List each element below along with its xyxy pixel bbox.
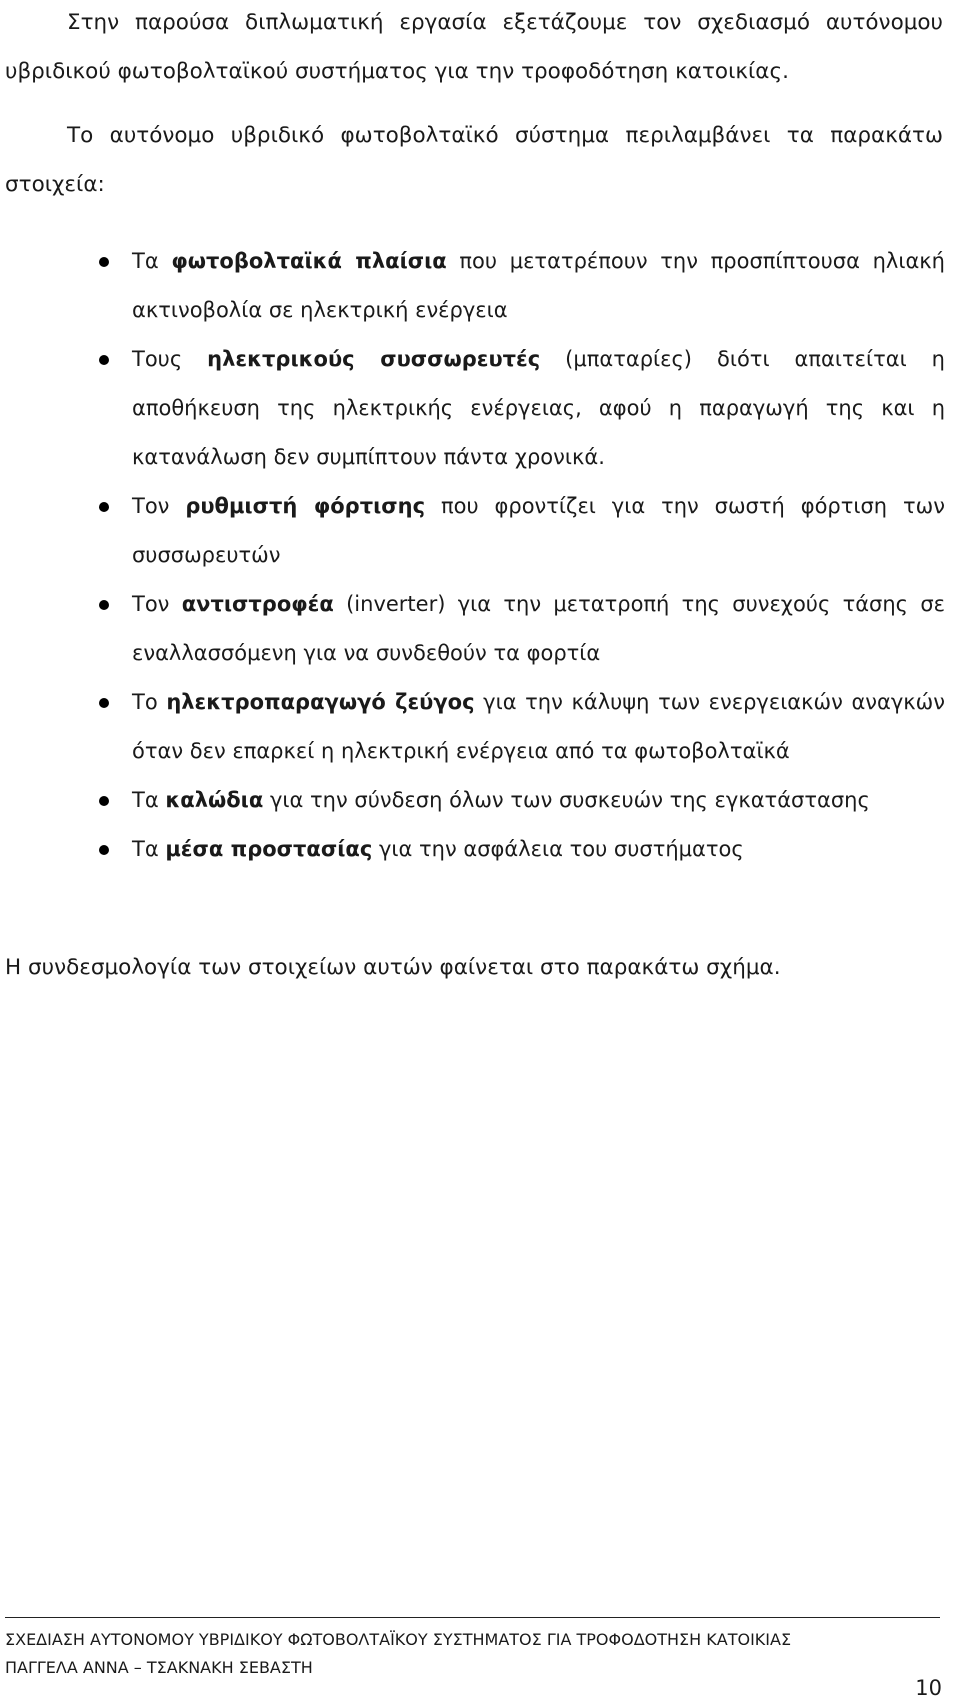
list-item-term: ηλεκτρικούς συσσωρευτές xyxy=(207,347,541,371)
intro-paragraph-1-text: Στην παρούσα διπλωματική εργασία εξετάζουμε τον σχεδιασμό αυτόνομου υβριδικού φωτοβολταϊκού συστήματος για την τροφοδότηση κατοικίας. xyxy=(5,10,943,84)
list-item-inverter xyxy=(0,580,960,678)
intro-paragraph-2-text: Το αυτόνομο υβριδικό φωτοβολταϊκό σύστημα περιλαμβάνει τα παρακάτω στοιχεία: xyxy=(5,123,943,197)
bullet-icon xyxy=(99,257,109,267)
footer-title: ΣΧΕΔΙΑΣΗ ΑΥΤΟΝΟΜΟΥ ΥΒΡΙΔΙΚΟΥ ΦΩΤΟΒΟΛΤΑΪΚΟΥ ΣΥΣΤΗΜΑΤΟΣ ΓΙΑ ΤΡΟΦΟΔΟΤΗΣΗ ΚΑΤΟΙΚΙΑΣ xyxy=(5,1630,792,1649)
list-item-term: μέσα προστασίας xyxy=(165,837,373,861)
list-item-term: ρυθμιστή φόρτισης xyxy=(185,494,426,518)
list-item-term: φωτοβολταϊκά πλαίσια xyxy=(171,249,447,273)
list-item-prefix: Τα xyxy=(132,788,166,812)
bullet-icon xyxy=(99,845,109,855)
list-item-prefix: Τους xyxy=(132,347,208,371)
footer-authors: ΠΑΓΓΕΛΑ ΑΝΝΑ – ΤΣΑΚΝΑΚΗ ΣΕΒΑΣΤΗ xyxy=(5,1658,313,1677)
list-item-description: (μπαταρίες) διότι απαιτείται η αποθήκευση της ηλεκτρικής ενέργειας, αφού η παραγωγή της και η κατανάλωση δεν συμπίπτουν πάντα χρονικά. xyxy=(132,347,945,469)
list-item-prefix: Τον xyxy=(132,592,182,616)
list-item-batteries xyxy=(0,335,960,482)
list-item-prefix: Τον xyxy=(132,494,186,518)
list-item-prefix: Το xyxy=(132,690,167,714)
list-item-prefix: Τα xyxy=(132,837,166,861)
list-item-term: αντιστροφέα xyxy=(181,592,334,616)
bullet-icon xyxy=(99,796,109,806)
list-item-term: καλώδια xyxy=(165,788,264,812)
intro-paragraph-2 xyxy=(5,111,943,209)
list-item-term: ηλεκτροπαραγωγό ζεύγος xyxy=(166,690,475,714)
list-item-charge-controller xyxy=(0,482,960,580)
bullet-icon xyxy=(99,502,109,512)
closing-paragraph: Η συνδεσμολογία των στοιχείων αυτών φαίνεται στο παρακάτω σχήμα. xyxy=(5,955,781,980)
list-item-prefix: Τα xyxy=(132,249,172,273)
list-item-description: (inverter) για την μετατροπή της συνεχούς τάσης σε εναλλασσόμενη για να συνδεθούν τα φορτία xyxy=(132,592,945,665)
list-item-cables xyxy=(0,776,960,825)
list-item-description: για την σύνδεση όλων των συσκευών της εγκατάστασης xyxy=(263,788,870,812)
list-item-description: που φροντίζει για την σωστή φόρτιση των συσσωρευτών xyxy=(132,494,945,567)
list-item-description: για την κάλυψη των ενεργειακών αναγκών όταν δεν επαρκεί η ηλεκτρική ενέργεια από τα φωτοβολταϊκά xyxy=(132,690,945,763)
list-item-generator xyxy=(0,678,960,776)
components-list xyxy=(0,237,960,874)
footer-divider xyxy=(5,1617,940,1618)
list-item-description: για την ασφάλεια του συστήματος xyxy=(372,837,744,861)
bullet-icon xyxy=(99,698,109,708)
list-item-pv-panels xyxy=(0,237,960,335)
intro-paragraph-1 xyxy=(5,0,943,96)
page-number: 10 xyxy=(915,1676,942,1700)
list-item-description: που μετατρέπουν την προσπίπτουσα ηλιακή ακτινοβολία σε ηλεκτρική ενέργεια xyxy=(132,249,945,322)
bullet-icon xyxy=(99,355,109,365)
list-item-protection xyxy=(0,825,960,874)
bullet-icon xyxy=(99,600,109,610)
